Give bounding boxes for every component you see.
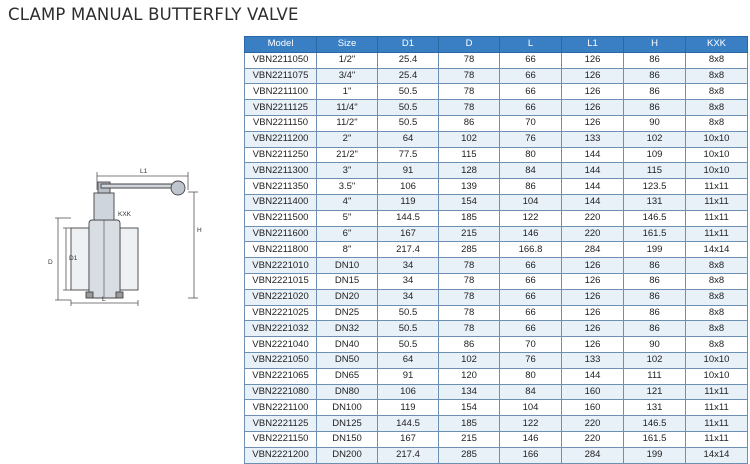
table-cell: 14x14 — [686, 242, 748, 258]
table-cell: 220 — [562, 431, 624, 447]
table-cell: 78 — [439, 68, 500, 84]
table-cell: VBN2221020 — [245, 289, 317, 305]
table-cell: 115 — [624, 163, 686, 179]
table-cell: VBN2211300 — [245, 163, 317, 179]
table-cell: 154 — [439, 194, 500, 210]
table-cell: 199 — [624, 242, 686, 258]
table-cell: 70 — [500, 115, 562, 131]
table-cell: 76 — [500, 131, 562, 147]
table-cell: 144 — [562, 194, 624, 210]
table-cell: 161.5 — [624, 226, 686, 242]
table-cell: 11x11 — [686, 226, 748, 242]
table-cell: 11x11 — [686, 194, 748, 210]
table-row — [245, 447, 748, 463]
table-cell: 123.5 — [624, 179, 686, 195]
table-cell: 167 — [378, 431, 439, 447]
table-body — [245, 52, 748, 463]
table-row — [245, 431, 748, 447]
table-cell: VBN2221032 — [245, 321, 317, 337]
table-cell: VBN2211150 — [245, 115, 317, 131]
page-title: CLAMP MANUAL BUTTERFLY VALVE — [8, 5, 299, 24]
table-cell: 10x10 — [686, 131, 748, 147]
table-cell: 14x14 — [686, 447, 748, 463]
column-header: Model — [245, 37, 317, 53]
table-cell: 109 — [624, 147, 686, 163]
table-cell: 66 — [500, 100, 562, 116]
table-cell: 86 — [624, 305, 686, 321]
table-cell: DN50 — [317, 352, 378, 368]
table-cell: VBN2211125 — [245, 100, 317, 116]
valve-body — [89, 220, 120, 298]
table-cell: 8x8 — [686, 84, 748, 100]
table-cell: 119 — [378, 194, 439, 210]
handle-knob — [171, 181, 185, 195]
table-row — [245, 337, 748, 353]
table-row — [245, 210, 748, 226]
table-cell: 66 — [500, 84, 562, 100]
table-cell: 78 — [439, 305, 500, 321]
table-cell: 78 — [439, 321, 500, 337]
table-cell: 160 — [562, 400, 624, 416]
table-cell: 2" — [317, 131, 378, 147]
table-cell: 25.4 — [378, 52, 439, 68]
table-cell: 66 — [500, 258, 562, 274]
table-cell: 144.5 — [378, 416, 439, 432]
table-cell: 144 — [562, 368, 624, 384]
table-cell: 50.5 — [378, 305, 439, 321]
valve-drawing — [38, 160, 228, 310]
label-l: L — [102, 296, 106, 303]
table-cell: 66 — [500, 68, 562, 84]
table-cell: 66 — [500, 289, 562, 305]
table-cell: 144.5 — [378, 210, 439, 226]
table-cell: 90 — [624, 337, 686, 353]
table-cell: 86 — [624, 321, 686, 337]
table-cell: 185 — [439, 210, 500, 226]
table-cell: DN25 — [317, 305, 378, 321]
table-cell: 11/4" — [317, 100, 378, 116]
table-cell: 77.5 — [378, 147, 439, 163]
table-row — [245, 179, 748, 195]
table-cell: 8x8 — [686, 52, 748, 68]
table-cell: 8x8 — [686, 321, 748, 337]
table-cell: 70 — [500, 337, 562, 353]
table-cell: 146.5 — [624, 210, 686, 226]
table-cell: 126 — [562, 100, 624, 116]
table-cell: 86 — [439, 337, 500, 353]
table-cell: VBN2221010 — [245, 258, 317, 274]
table-cell: 102 — [439, 352, 500, 368]
table-cell: DN200 — [317, 447, 378, 463]
table-cell: 50.5 — [378, 84, 439, 100]
table-cell: VBN2211400 — [245, 194, 317, 210]
table-cell: 10x10 — [686, 163, 748, 179]
table-cell: 284 — [562, 242, 624, 258]
table-cell: VBN2211250 — [245, 147, 317, 163]
table-cell: 199 — [624, 447, 686, 463]
table-cell: DN65 — [317, 368, 378, 384]
label-d1: D1 — [69, 255, 78, 262]
table-cell: 3.5" — [317, 179, 378, 195]
table-cell: DN10 — [317, 258, 378, 274]
table-cell: 220 — [562, 416, 624, 432]
table-cell: 5" — [317, 210, 378, 226]
table-cell: 122 — [500, 416, 562, 432]
table-cell: 126 — [562, 273, 624, 289]
table-cell: 126 — [562, 68, 624, 84]
table-cell: 121 — [624, 384, 686, 400]
table-cell: 90 — [624, 115, 686, 131]
table-row — [245, 52, 748, 68]
table-cell: 122 — [500, 210, 562, 226]
table-cell: DN125 — [317, 416, 378, 432]
table-row — [245, 194, 748, 210]
table-cell: 166.8 — [500, 242, 562, 258]
table-cell: DN20 — [317, 289, 378, 305]
table-cell: VBN2221100 — [245, 400, 317, 416]
table-cell: 126 — [562, 337, 624, 353]
table-cell: 6" — [317, 226, 378, 242]
valve-stem-housing — [94, 193, 114, 220]
table-row — [245, 289, 748, 305]
table-row — [245, 321, 748, 337]
table-cell: 8" — [317, 242, 378, 258]
table-cell: 4" — [317, 194, 378, 210]
table-row — [245, 68, 748, 84]
table-cell: VBN2211600 — [245, 226, 317, 242]
table-cell: VBN2221025 — [245, 305, 317, 321]
table-cell: 104 — [500, 194, 562, 210]
column-header: L1 — [562, 37, 624, 53]
table-cell: DN15 — [317, 273, 378, 289]
table-cell: 126 — [562, 305, 624, 321]
table-cell: 146 — [500, 431, 562, 447]
table-row — [245, 305, 748, 321]
table-cell: 106 — [378, 384, 439, 400]
table-cell: 66 — [500, 305, 562, 321]
table-cell: 64 — [378, 131, 439, 147]
label-d: D — [48, 259, 53, 266]
table-cell: 220 — [562, 210, 624, 226]
table-cell: DN32 — [317, 321, 378, 337]
table-row — [245, 400, 748, 416]
table-cell: 102 — [624, 352, 686, 368]
table-cell: 86 — [624, 52, 686, 68]
table-cell: 84 — [500, 384, 562, 400]
column-header: KXK — [686, 37, 748, 53]
table-cell: 11/2" — [317, 115, 378, 131]
table-cell: 11x11 — [686, 210, 748, 226]
table-row — [245, 100, 748, 116]
table-cell: VBN2221125 — [245, 416, 317, 432]
table-cell: DN80 — [317, 384, 378, 400]
table-cell: 10x10 — [686, 352, 748, 368]
table-cell: 78 — [439, 273, 500, 289]
table-cell: 64 — [378, 352, 439, 368]
table-cell: VBN2211100 — [245, 84, 317, 100]
table-cell: 78 — [439, 289, 500, 305]
table-cell: 78 — [439, 84, 500, 100]
table-cell: 126 — [562, 52, 624, 68]
table-cell: 104 — [500, 400, 562, 416]
table-cell: 11x11 — [686, 179, 748, 195]
table-cell: 86 — [624, 273, 686, 289]
table-cell: 154 — [439, 400, 500, 416]
table-cell: 1" — [317, 84, 378, 100]
spec-table — [244, 36, 748, 464]
table-cell: 8x8 — [686, 273, 748, 289]
table-cell: 76 — [500, 352, 562, 368]
table-cell: 167 — [378, 226, 439, 242]
table-row — [245, 416, 748, 432]
table-cell: 86 — [439, 115, 500, 131]
table-cell: 220 — [562, 226, 624, 242]
table-cell: 50.5 — [378, 337, 439, 353]
table-cell: 50.5 — [378, 321, 439, 337]
table-row — [245, 147, 748, 163]
table-cell: VBN2211200 — [245, 131, 317, 147]
table-cell: 115 — [439, 147, 500, 163]
table-cell: 144 — [562, 163, 624, 179]
table-row — [245, 242, 748, 258]
table-cell: 11x11 — [686, 400, 748, 416]
table-row — [245, 352, 748, 368]
table-cell: 10x10 — [686, 368, 748, 384]
table-cell: 215 — [439, 226, 500, 242]
table-cell: 3" — [317, 163, 378, 179]
table-cell: 166 — [500, 447, 562, 463]
table-cell: 146.5 — [624, 416, 686, 432]
table-cell: 66 — [500, 321, 562, 337]
table-cell: 131 — [624, 400, 686, 416]
table-cell: 133 — [562, 131, 624, 147]
table-cell: 86 — [624, 100, 686, 116]
header-row — [245, 37, 748, 53]
table-cell: 8x8 — [686, 337, 748, 353]
table-cell: VBN2221040 — [245, 337, 317, 353]
table-cell: DN100 — [317, 400, 378, 416]
table-cell: VBN2221050 — [245, 352, 317, 368]
label-l1: L1 — [140, 168, 148, 175]
table-cell: 160 — [562, 384, 624, 400]
table-cell: 8x8 — [686, 258, 748, 274]
column-header: H — [624, 37, 686, 53]
table-cell: VBN2211350 — [245, 179, 317, 195]
table-cell: 215 — [439, 431, 500, 447]
table-cell: DN150 — [317, 431, 378, 447]
table-cell: 102 — [624, 131, 686, 147]
table-cell: DN40 — [317, 337, 378, 353]
table-cell: 131 — [624, 194, 686, 210]
table-cell: 34 — [378, 258, 439, 274]
table-cell: 86 — [624, 84, 686, 100]
table-cell: 8x8 — [686, 115, 748, 131]
table-row — [245, 163, 748, 179]
table-cell: 284 — [562, 447, 624, 463]
table-cell: 50.5 — [378, 100, 439, 116]
table-cell: VBN2221150 — [245, 431, 317, 447]
table-cell: VBN2211800 — [245, 242, 317, 258]
table-cell: 10x10 — [686, 147, 748, 163]
table-cell: 128 — [439, 163, 500, 179]
table-cell: VBN2211075 — [245, 68, 317, 84]
table-cell: 1/2" — [317, 52, 378, 68]
column-header: Size — [317, 37, 378, 53]
table-cell: 11x11 — [686, 416, 748, 432]
table-cell: 161.5 — [624, 431, 686, 447]
table-cell: 8x8 — [686, 68, 748, 84]
table-cell: 21/2" — [317, 147, 378, 163]
table-cell: 66 — [500, 273, 562, 289]
table-cell: 91 — [378, 163, 439, 179]
table-cell: 50.5 — [378, 115, 439, 131]
table-cell: 34 — [378, 289, 439, 305]
table-row — [245, 258, 748, 274]
table-cell: 285 — [439, 242, 500, 258]
table-cell: 8x8 — [686, 305, 748, 321]
table-cell: 8x8 — [686, 289, 748, 305]
table-cell: 119 — [378, 400, 439, 416]
table-cell: 217.4 — [378, 242, 439, 258]
table-cell: 146 — [500, 226, 562, 242]
table-cell: 91 — [378, 368, 439, 384]
table-cell: VBN2221080 — [245, 384, 317, 400]
table-cell: 86 — [624, 289, 686, 305]
table-cell: 120 — [439, 368, 500, 384]
label-kxk: KXK — [118, 211, 132, 218]
table-cell: 106 — [378, 179, 439, 195]
table-cell: 25.4 — [378, 68, 439, 84]
table-cell: VBN2211500 — [245, 210, 317, 226]
valve-handle — [101, 184, 180, 188]
table-cell: 285 — [439, 447, 500, 463]
table-cell: 86 — [500, 179, 562, 195]
column-header: L — [500, 37, 562, 53]
table-cell: 66 — [500, 52, 562, 68]
table-cell: 133 — [562, 352, 624, 368]
table-cell: 126 — [562, 321, 624, 337]
table-row — [245, 226, 748, 242]
column-header: D — [439, 37, 500, 53]
table-row — [245, 131, 748, 147]
right-ferrule — [120, 228, 138, 290]
table-cell: 102 — [439, 131, 500, 147]
table-cell: 86 — [624, 68, 686, 84]
table-cell: 217.4 — [378, 447, 439, 463]
table-cell: 126 — [562, 258, 624, 274]
table-row — [245, 368, 748, 384]
table-cell: 144 — [562, 179, 624, 195]
table-cell: 11x11 — [686, 384, 748, 400]
table-cell: 126 — [562, 289, 624, 305]
table-cell: 134 — [439, 384, 500, 400]
table-cell: 80 — [500, 368, 562, 384]
table-cell: 80 — [500, 147, 562, 163]
table-cell: VBN2221015 — [245, 273, 317, 289]
table-cell: 84 — [500, 163, 562, 179]
table-cell: VBN2221065 — [245, 368, 317, 384]
table-cell: 3/4" — [317, 68, 378, 84]
table-cell: VBN2211050 — [245, 52, 317, 68]
table-cell: 144 — [562, 147, 624, 163]
table-cell: 139 — [439, 179, 500, 195]
table-cell: 111 — [624, 368, 686, 384]
table-row — [245, 273, 748, 289]
table-cell: 126 — [562, 115, 624, 131]
label-h: H — [197, 227, 202, 234]
table-cell: 86 — [624, 258, 686, 274]
table-cell: 126 — [562, 84, 624, 100]
table-cell: 78 — [439, 52, 500, 68]
column-header: D1 — [378, 37, 439, 53]
table-cell: 78 — [439, 258, 500, 274]
table-cell: 78 — [439, 100, 500, 116]
table-cell: VBN2221200 — [245, 447, 317, 463]
table-cell: 8x8 — [686, 100, 748, 116]
table-row — [245, 115, 748, 131]
table-row — [245, 84, 748, 100]
table-row — [245, 384, 748, 400]
table-cell: 34 — [378, 273, 439, 289]
table-cell: 11x11 — [686, 431, 748, 447]
table-cell: 185 — [439, 416, 500, 432]
